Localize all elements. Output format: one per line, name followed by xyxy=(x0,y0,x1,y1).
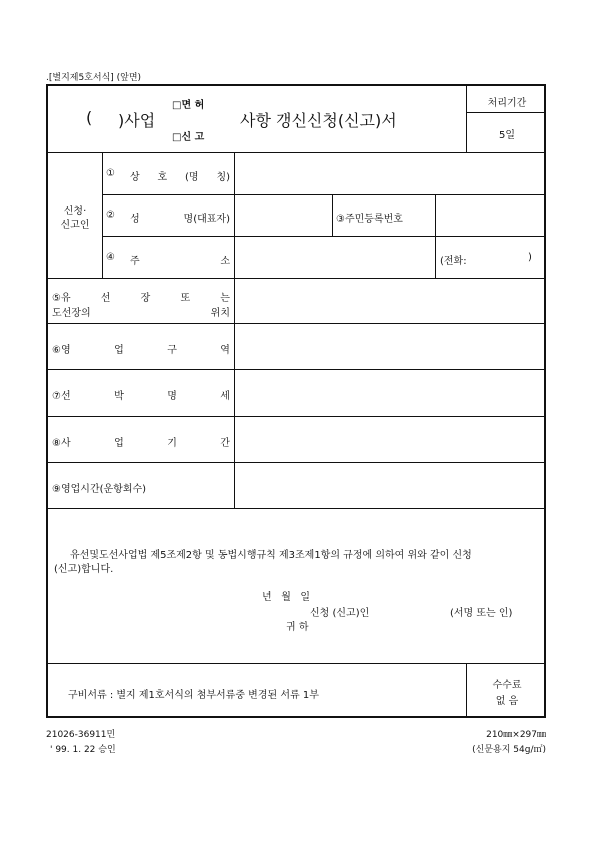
fee-value: 없 음 xyxy=(495,696,519,707)
divider xyxy=(48,663,544,664)
phone-label: (전화: xyxy=(440,256,467,267)
option-license: □면 허 xyxy=(172,100,205,111)
dock-location-field[interactable] xyxy=(234,278,548,323)
addressee: 귀 하 xyxy=(286,622,309,633)
applicant-label-2: 신고인 xyxy=(60,220,90,231)
phone-close: ) xyxy=(528,252,532,263)
representative-name-field[interactable] xyxy=(234,194,332,236)
title-business: )사업 xyxy=(118,111,156,130)
business-period-label: ⑧사 업 기 간 xyxy=(52,438,230,449)
business-area-field[interactable] xyxy=(234,323,548,369)
declaration-text: 유선및도선사업법 제5조제2항 및 동법시행규칙 제3조제1항의 규정에 의하여 위와 같이 신청 xyxy=(70,550,472,561)
row-number: ① xyxy=(106,168,115,179)
option-report: □신 고 xyxy=(172,132,205,143)
applicant-label-1: 신청· xyxy=(63,206,87,217)
divider xyxy=(332,194,333,236)
divider xyxy=(102,152,103,278)
dock-location-label-2: 도선장의 위치 xyxy=(52,308,230,319)
business-name-label: 상 호 (명 칭) xyxy=(130,172,230,183)
resident-id-field[interactable] xyxy=(435,194,548,236)
resident-id-label: ③주민등록번호 xyxy=(336,214,403,225)
operating-hours-field[interactable] xyxy=(234,462,548,508)
declaration-text-2: (신고)합니다. xyxy=(54,564,114,575)
vessel-spec-label: ⑦선 박 명 세 xyxy=(52,391,230,402)
title-suffix: 사항 갱신신청(신고)서 xyxy=(240,111,397,130)
title-paren-open: ( xyxy=(86,108,93,127)
date-line: 년 월 일 xyxy=(262,592,311,603)
processing-period-label: 처리기간 xyxy=(487,98,527,109)
address-label: 주 소 xyxy=(130,256,230,267)
row-number: ④ xyxy=(106,252,115,263)
operating-hours-label: ⑨영업시간(운항회수) xyxy=(52,484,147,495)
business-area-label: ⑥영 업 구 역 xyxy=(52,345,230,356)
signature-note: (서명 또는 인) xyxy=(450,608,513,619)
divider xyxy=(466,112,544,113)
form-number: 21026-36911민 xyxy=(46,730,116,740)
processing-period-value: 5일 xyxy=(498,130,516,141)
form-code: .[별지제5호서식] (앞면) xyxy=(46,73,142,83)
divider xyxy=(48,508,544,509)
signer-label: 신청 (신고)인 xyxy=(310,608,370,619)
dock-location-label: ⑤유 선 장 또 는 xyxy=(52,293,230,304)
row-number: ② xyxy=(106,210,115,221)
name-label: 성 명(대표자) xyxy=(130,214,230,225)
business-period-field[interactable] xyxy=(234,416,548,462)
fee-label: 수수료 xyxy=(492,680,522,691)
paper-size: 210㎜×297㎜ xyxy=(486,730,546,740)
application-form xyxy=(46,84,546,718)
vessel-spec-field[interactable] xyxy=(234,369,548,416)
address-field[interactable] xyxy=(234,236,435,278)
approval-date: ' 99. 1. 22 승인 xyxy=(50,745,116,755)
required-documents: 구비서류 : 별지 제1호서식의 첨부서류중 변경된 서류 1부 xyxy=(68,690,319,701)
business-name-field[interactable] xyxy=(234,152,548,194)
paper-type: (신문용지 54g/㎡) xyxy=(472,745,546,755)
